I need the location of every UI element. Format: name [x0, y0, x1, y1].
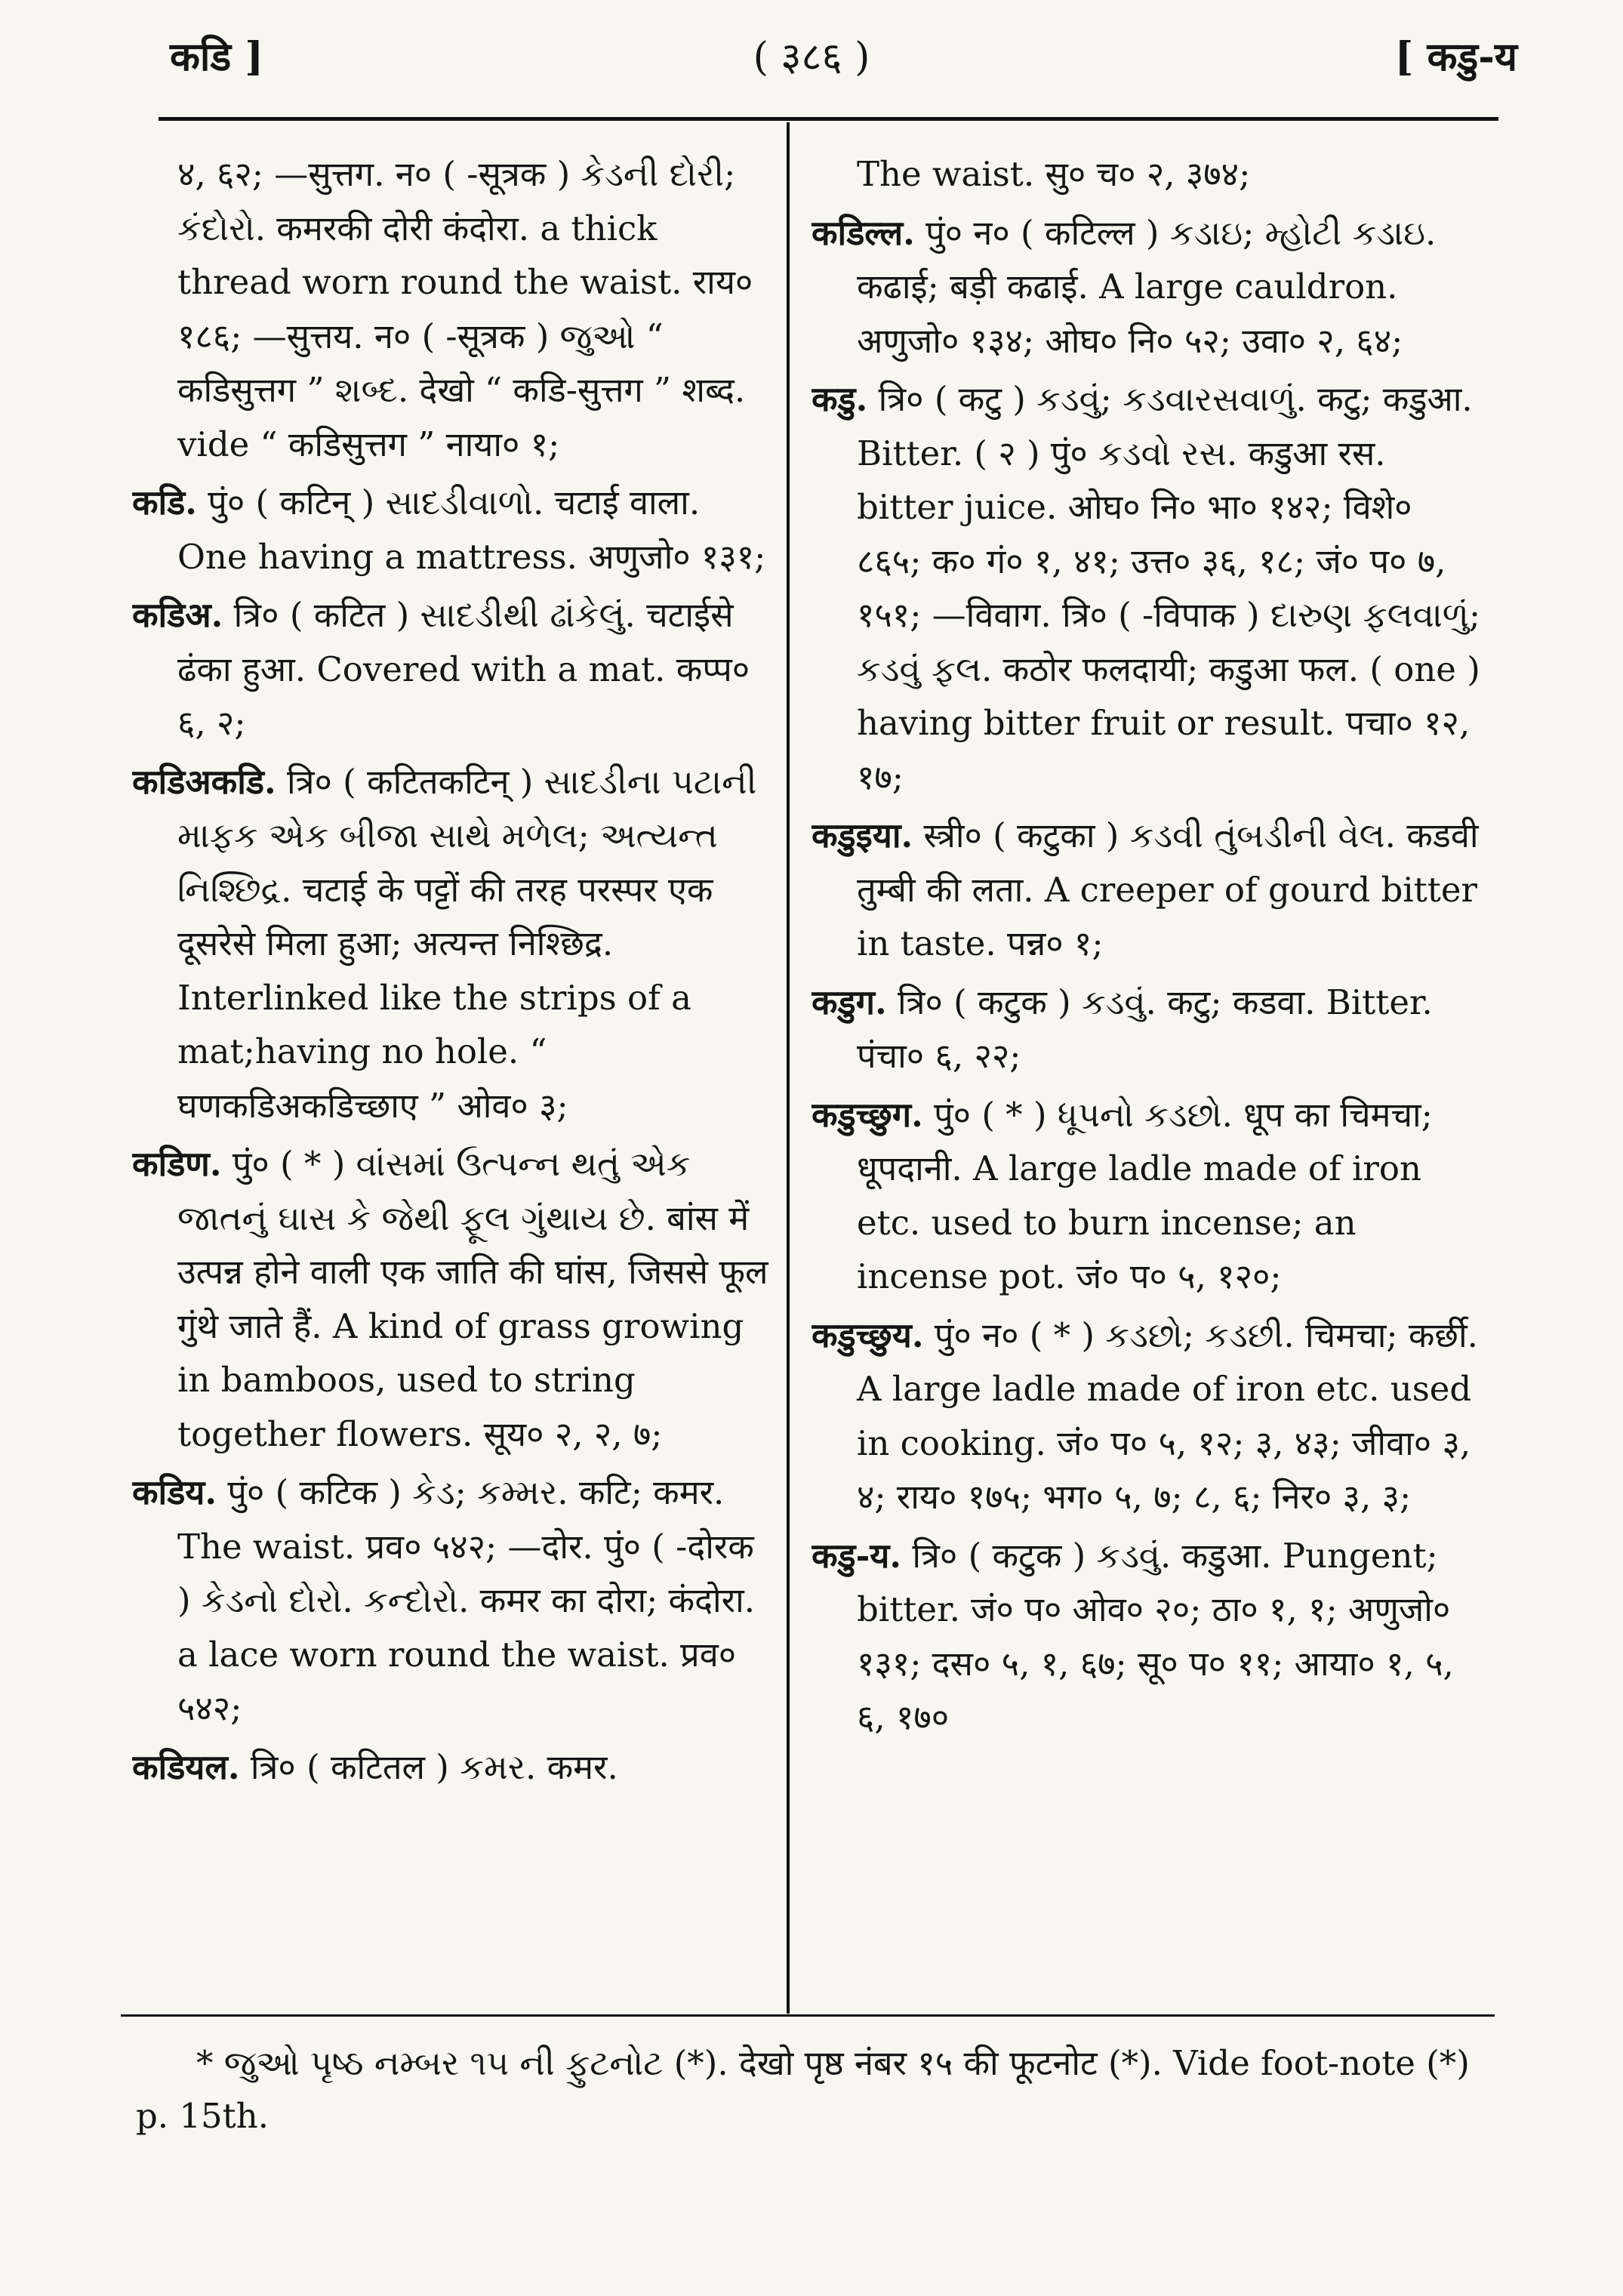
- dictionary-entry: [812, 372, 1483, 804]
- entry-headword: कडिण.: [132, 1144, 222, 1184]
- dictionary-entry: [132, 588, 774, 750]
- dictionary-entry: [812, 1529, 1483, 1745]
- column-divider: [787, 122, 790, 2014]
- entry-headword: कडुच्छुय.: [812, 1314, 924, 1355]
- entry-headword: कडियल.: [132, 1746, 240, 1787]
- entry-definition: ४, ६२; —सुत्तग. न० ( -सूत्रक ) કેડની દોરી; કંદોરો. कमरकी दोरी कंदोरा. a thick thread worn round the waist. राय० १८६; —सुत्तय. न० ( -सूत्रक ) જુઓ “ कडिसुत्तग ” શબ્દ. देखो “ कडि-सुत्तग ” शब्द. vide “ कडिसुत्तग ” नाया० १;: [177, 154, 753, 464]
- footnote: * જુઓ પૃષ્ઠ નમ્બર ૧૫ ની ફુટનોટ (*). देखो पृष्ठ नंबर १५ की फूटनोट (*). Vide foot-note (*) p. 15th.: [136, 2043, 1470, 2136]
- dictionary-entry: [812, 147, 1483, 202]
- footnote-rule: [121, 2014, 1495, 2017]
- page-number: ( ३८६ ): [753, 35, 870, 80]
- right-column: [812, 147, 1483, 2005]
- entry-headword: कडुच्छुग.: [812, 1094, 923, 1135]
- dictionary-entry: [812, 1088, 1483, 1304]
- entry-definition: पुं० ( कटिक ) કેડ; કમ્મર. कटि; कमर. The waist. प्रव० ५४२; —दोर. पुं० ( -दोरक ) કેડનો દોરો. કન્દોરો. कमर का दोरा; कंदोरा. a lace worn round the waist. प्रव० ५४२;: [177, 1472, 756, 1728]
- entry-headword: कडिय.: [132, 1472, 217, 1512]
- dictionary-entry: [132, 755, 774, 1133]
- entry-headword: कडुग.: [812, 982, 887, 1022]
- entry-headword: कडुइया.: [812, 815, 913, 855]
- dictionary-entry: [132, 147, 774, 471]
- entry-definition: The waist. सु० च० २, ३७४;: [857, 154, 1251, 194]
- dictionary-entry: [812, 809, 1483, 971]
- dictionary-entry: [132, 1137, 774, 1461]
- entry-headword: कडिअकडि.: [132, 761, 276, 802]
- entry-definition: त्रि० ( कटितकटिन् ) સાદડીના પટાની માફક એક બીજા સાથે મળેલ; અત્યન્ત નિશ્છિદ્ર. चटाई के पट्टों की तरह परस्पर एक दूसरेसे मिला हुआ; अत्यन्त निश्छिद्र. Interlinked like the strips of a mat;having no hole. “ घणकडिअकडिच्छाए ” ओव० ३;: [177, 761, 757, 1126]
- header-rule: [159, 117, 1498, 121]
- header-right-guideword: [ कडु-य: [1394, 34, 1517, 80]
- entry-definition: त्रि० ( कटुक ) કડવું. कटु; कडवा. Bitter. पंचा० ६, २२;: [857, 982, 1433, 1076]
- entry-headword: कडिल्ल.: [812, 212, 915, 253]
- entry-definition: त्रि० ( कटितल ) કમર. कमर.: [250, 1746, 618, 1787]
- entry-headword: कडु.: [812, 379, 868, 419]
- entry-headword: कडि.: [132, 482, 197, 522]
- entry-definition: त्रि० ( कटुक ) કડવું. कडुआ. Pungent; bitter. जं० प० ओव० २०; ठा० १, १; अणुजो० १३१; दस० ५, १, ६७; सू० प० ११; आया० १, ५, ६, १७०: [857, 1535, 1454, 1737]
- dictionary-entry: [812, 975, 1483, 1083]
- entry-definition: पुं० ( * ) ધૂપનો કડછો. धूप का चिमचा; धूपदानी. A large ladle made of iron etc. used to burn incense; an incense pot. जं० प० ५, १२०;: [857, 1094, 1433, 1296]
- dictionary-entry: [812, 1308, 1483, 1524]
- dictionary-entry: [132, 476, 774, 584]
- dictionary-entry: [812, 206, 1483, 368]
- entry-headword: कडु-य.: [812, 1535, 902, 1576]
- entry-definition: पुं० न० ( कटिल्ल ) કડાઇ; મ્હોટી કડાઇ. कढाई; बड़ी कढाई. A large cauldron. अणुजो० १३४; ओघ० नि० ५२; उवा० २, ६४;: [857, 212, 1437, 361]
- entry-definition: पुं० ( * ) વાંસમાં ઉત્પન્ન થતું એક જાતનું ઘાસ કે જેથી ફૂલ ગુંથાય છે. बांस में उत्पन्न होने वाली एक जाति की घांस, जिससे फूल गुंथे जाते हैं. A kind of grass growing in bamboos, used to string together flowers. सूय० २, २, ७;: [177, 1144, 768, 1454]
- header-left-guideword: कडि ]: [170, 34, 263, 80]
- entry-definition: स्त्री० ( कटुका ) કડવી તુંબડીની વેલ. कडवी तुम्बी की लता. A creeper of gourd bitter in taste. पन्न० १;: [857, 815, 1479, 963]
- entry-definition: पुं० ( कटिन् ) સાદડીવાળો. चटाई वाला. One having a mattress. अणुजो० १३१;: [177, 482, 766, 577]
- dictionary-entry: [132, 1740, 774, 1795]
- entry-definition: त्रि० ( कटित ) સાદડીથી ઢાંકેલું. चटाईसे ढंका हुआ. Covered with a mat. कप्प० ६, २;: [177, 595, 750, 743]
- entry-headword: कडिअ.: [132, 595, 223, 635]
- entry-definition: त्रि० ( कटु ) કડવું; કડવારસવાળું. कटु; कडुआ. Bitter. ( २ ) पुं० કડવો રસ. कडुआ रस. bitter juice. ओघ० नि० भा० १४२; विशे० ८६५; क० गं० १, ४१; उत्त० ३६, १८; जं० प० ७, १५१; —विवाग. त्रि० ( -विपाक ) દારુણ ફલવાળું; કડવું ફલ. कठोर फलदायी; कडुआ फल. ( one ) having bitter fruit or result. पचा० १२, १७;: [857, 379, 1481, 797]
- left-column: [132, 147, 774, 2005]
- dictionary-entry: [132, 1465, 774, 1736]
- entry-definition: पुं० न० ( * ) કડછો; કડછી. चिमचा; कर्छी. A large ladle made of iron etc. used in cooking. जं० प० ५, १२; ३, ४३; जीवा० ३, ४; राय० १७५; भग० ५, ७; ८, ६; निर० ३, ३;: [857, 1314, 1478, 1517]
